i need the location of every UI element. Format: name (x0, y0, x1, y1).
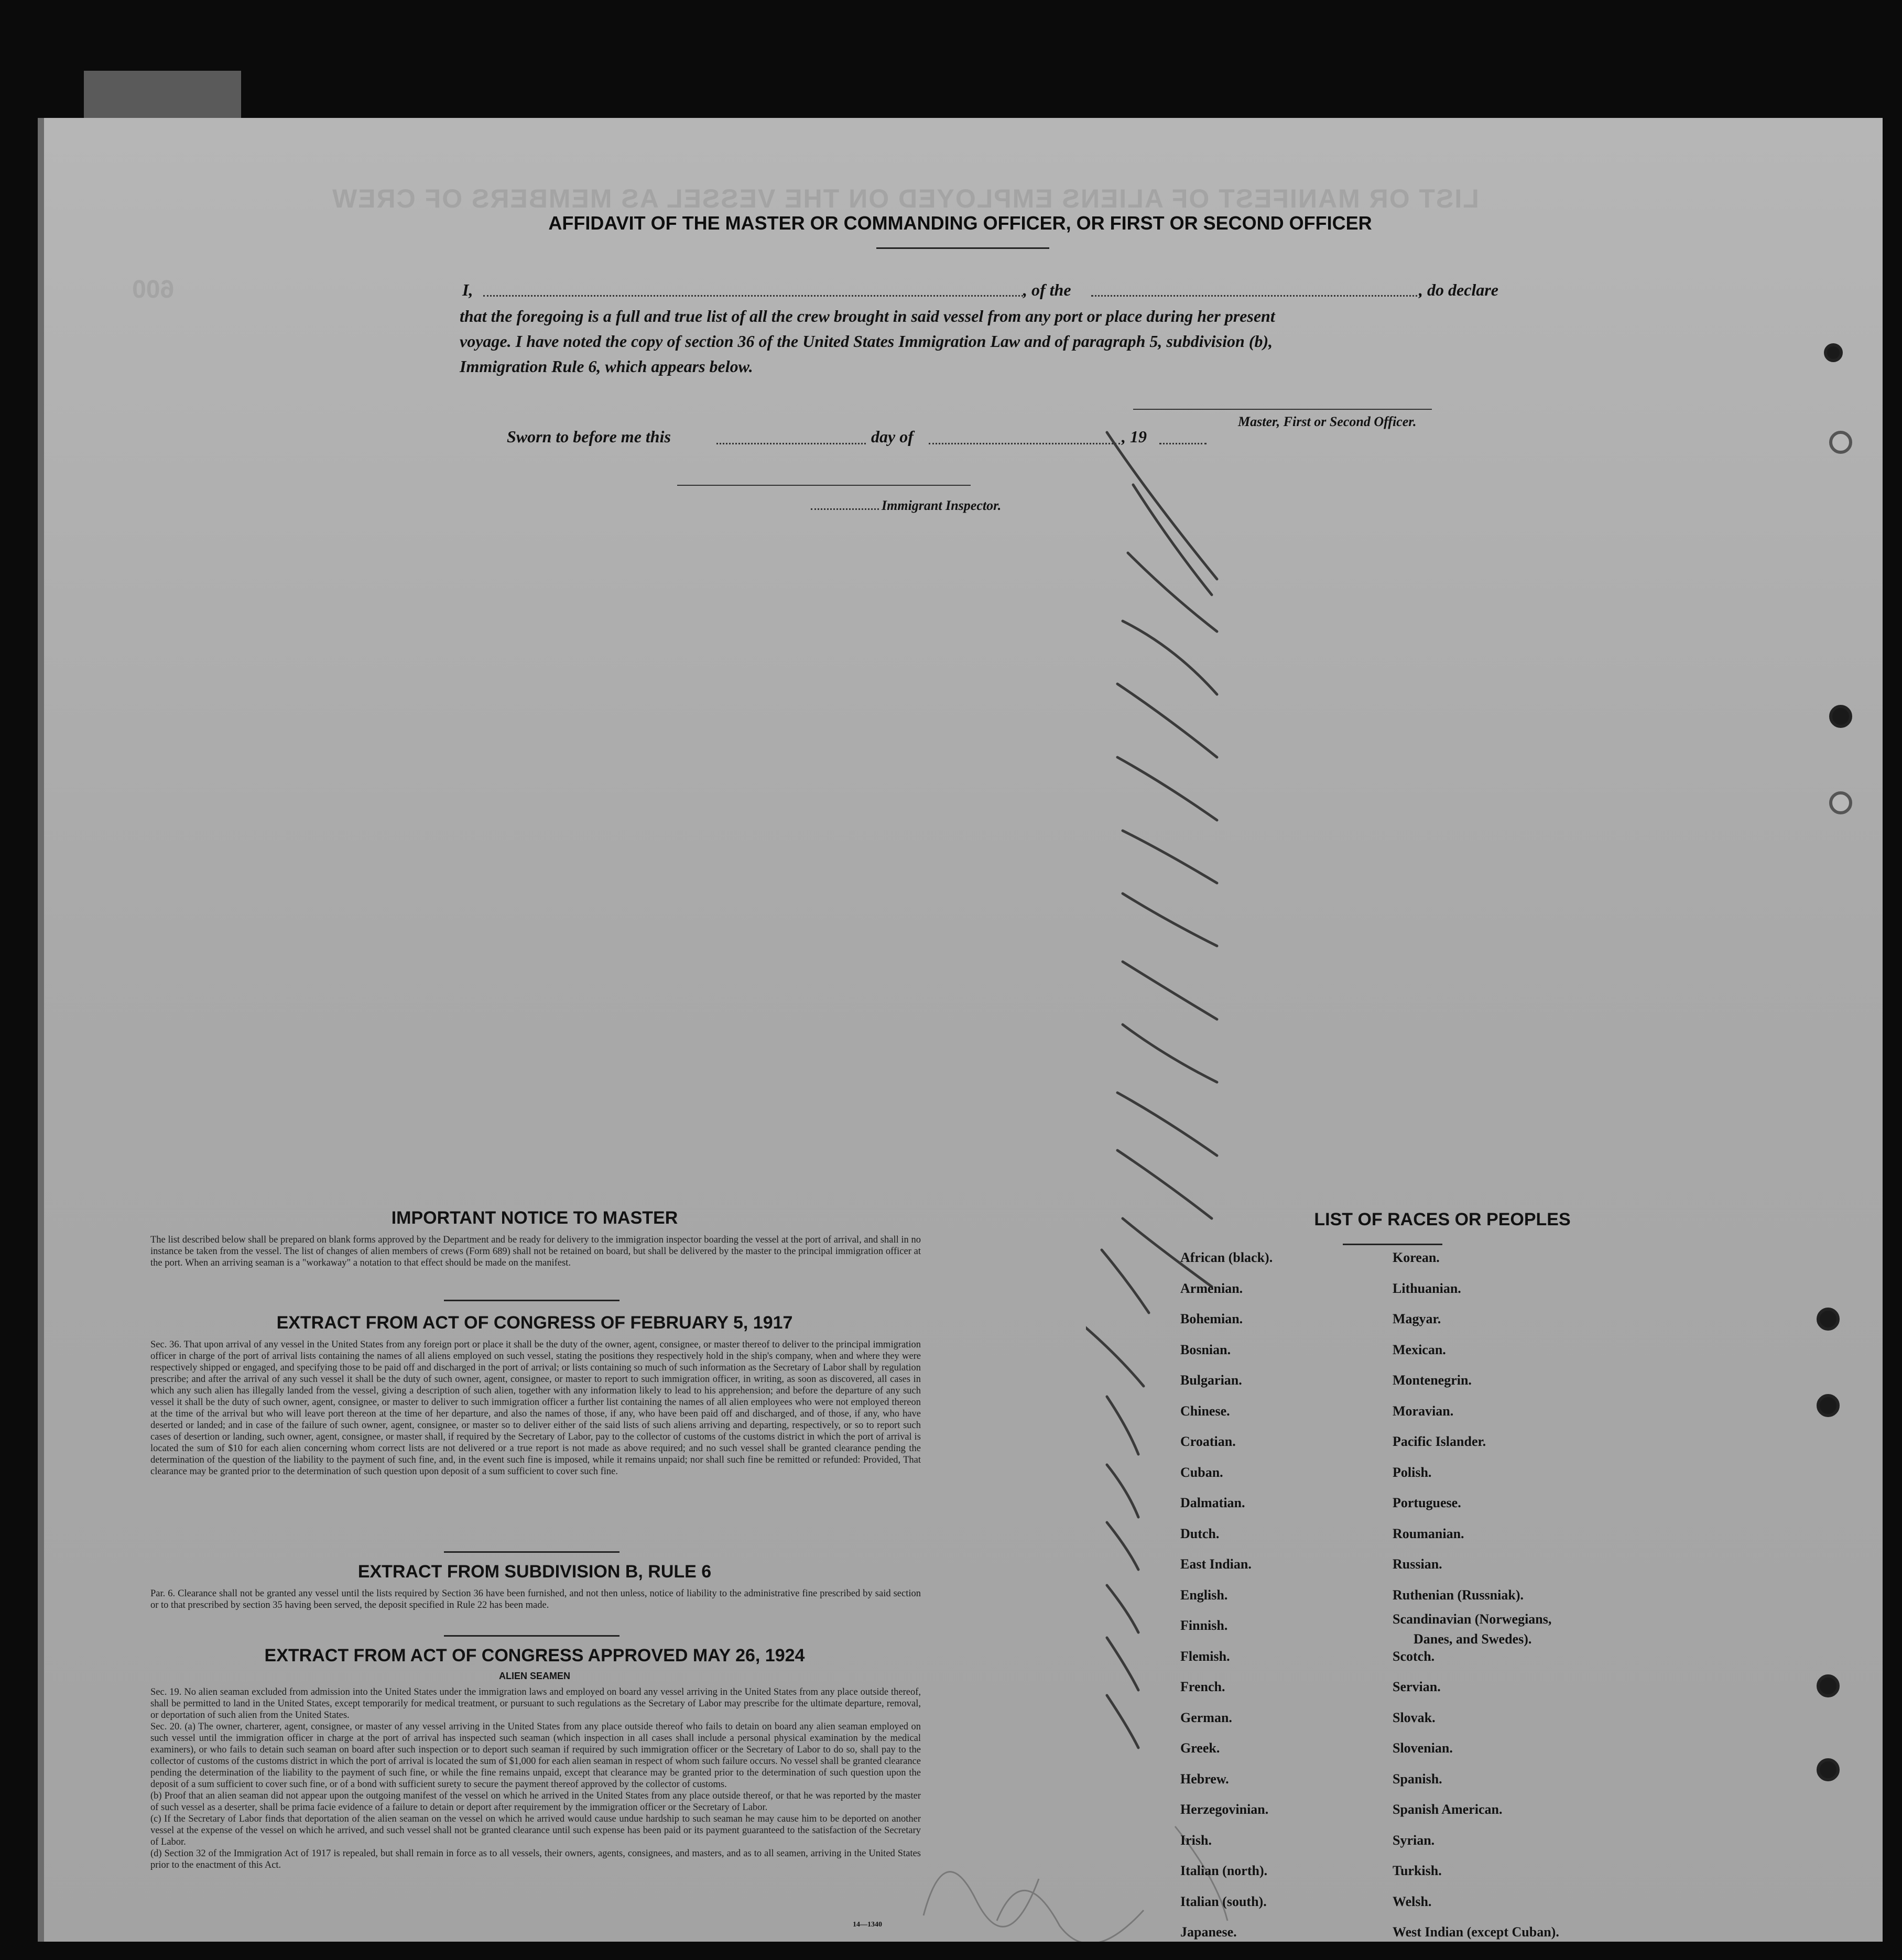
master-signature-label: Master, First or Second Officer. (1238, 414, 1417, 429)
race-item: Bosnian. (1180, 1342, 1231, 1357)
race-item: Flemish. (1180, 1648, 1230, 1664)
extract-1917-title: EXTRACT FROM ACT OF CONGRESS OF FEBRUARY 5, 1917 (276, 1313, 793, 1333)
race-item: German. (1180, 1709, 1232, 1725)
race-item: Hebrew. (1180, 1771, 1229, 1787)
race-item: East Indian. (1180, 1556, 1252, 1572)
inspector-label: Immigrant Inspector. (882, 498, 1002, 513)
race-item: Welsh. (1393, 1893, 1432, 1909)
form-number: 14—1340 (853, 1921, 882, 1929)
race-item: Russian. (1393, 1556, 1442, 1572)
races-title: LIST OF RACES OR PEOPLES (1314, 1210, 1571, 1229)
race-item: Servian. (1393, 1679, 1441, 1694)
year-label: , 19 (1122, 427, 1147, 446)
race-item: French. (1180, 1679, 1225, 1694)
race-item: Lithuanian. (1393, 1280, 1461, 1296)
affidavit-title: AFFIDAVIT OF THE MASTER OR COMMANDING OFFICER, OR FIRST OR SECOND OFFICER (548, 212, 1372, 234)
extract-1917-rule (444, 1551, 619, 1553)
race-item: Danes, and Swedes). (1414, 1631, 1532, 1647)
master-signature-line (1133, 409, 1432, 410)
race-item: Dalmatian. (1180, 1495, 1245, 1510)
extract-rule6-text: Par. 6. Clearance shall not be granted any vessel until the lists required by Section 36 have been furnished, and not then unless, notice of liability to the administrative fine prescribed by said section or to that prescribed by section 35 having been served, the deposit specified in Rule 22 has been made. (150, 1588, 921, 1610)
race-item: Spanish American. (1393, 1802, 1503, 1817)
race-item: Montenegrin. (1393, 1373, 1472, 1388)
race-item: Herzegovinian. (1180, 1802, 1269, 1817)
affidavit-name-line (483, 295, 1023, 297)
race-item: Dutch. (1180, 1526, 1220, 1541)
race-item: Japanese. (1180, 1924, 1237, 1940)
notice-rule (444, 1300, 619, 1301)
page-left-edge (38, 118, 44, 1942)
race-item: Chinese. (1180, 1403, 1230, 1419)
affidavit-i-label: I, (462, 280, 473, 299)
race-item: Polish. (1393, 1464, 1432, 1480)
race-item: Bulgarian. (1180, 1373, 1242, 1388)
affidavit-title-rule (876, 247, 1049, 249)
race-item: Croatian. (1180, 1434, 1236, 1449)
race-item: Slovak. (1393, 1709, 1436, 1725)
race-item: Portuguese. (1393, 1495, 1461, 1510)
race-item: African (black). (1180, 1250, 1273, 1265)
extract-1924-subtitle: ALIEN SEAMEN (498, 1671, 570, 1681)
race-item: Scandinavian (Norwegians, (1393, 1611, 1552, 1627)
binder-hole (1817, 1394, 1840, 1417)
sworn-label: Sworn to before me this (507, 427, 671, 446)
extract-rule6-title: EXTRACT FROM SUBDIVISION B, RULE 6 (357, 1562, 712, 1582)
race-item: Mexican. (1393, 1342, 1446, 1357)
race-item: Cuban. (1180, 1464, 1223, 1480)
binder-hole (1817, 1758, 1840, 1781)
race-item: Finnish. (1180, 1618, 1228, 1633)
binder-hole (1829, 705, 1852, 728)
race-item: Bohemian. (1180, 1311, 1243, 1326)
affidavit-line-1: that the foregoing is a full and true list of all the crew brought in said vessel from any port or place during her present (460, 307, 1275, 325)
extract-1924-text: Sec. 19. No alien seaman excluded from admission into the United States under the immigration laws and employed on board any vessel arriving in the United States from any place outside thereof, shall be permitted to land in the United States, except temporarily for medical treatment, or pursuant to such regulations as the Secretary of Labor may prescribe for the ultimate departure, removal, or deportation of such alien from the United States. Sec. 20. (a) The owner, charterer, agent, consignee, or master of any vessel arriving in the United States from any place outside thereof who fails to detain on board any alien seaman employed on such vessel until the immigration officer in charge at the port of arrival has inspected such seaman (which inspection in all cases shall include a personal physical examination by the medical examiners), or who fails to detain such seaman on board after such inspection or to deport such seaman if required by such immigration officer or the Secretary of Labor to do so, shall pay to the collector of customs of the customs district in which the port of arrival is located the sum of $1,000 for each alien seaman in respect of whom such failure occurs. No vessel shall be granted clearance pending the determination of the liability to the payment of such fine, or while the fine remains unpaid, except that clearance may be granted prior to the determination of such question upon the deposit of a sum sufficient to cover such fine, or of a bond with sufficient surety to secure the payment thereof approved by the collector of customs. (b) Proof that an alien seaman did not appear upon the outgoing manifest of the vessel on which he arrived in the United States from any place outside thereof, or that he was reported by the master of such vessel as a deserter, shall be prima facie evidence of a failure to detain or deport after requirement by the immigration officer or the Secretary of Labor. (c) If the Secretary of Labor finds that deportation of the alien seaman on the vessel on which he arrived would cause undue hardship to such seaman he may cause him to be deported on another vessel at the expense of the vessel on which he arrived, and such vessel shall not be granted clearance until such expense has been paid or its payment guaranteed to the satisfaction of the Secretary of Labor. (d) Section 32 of the Immigration Act of 1917 is repealed, but shall remain in force as to all vessels, their owners, agents, consignees, and masters, and as to all seamen, arriving in the United States prior to the enactment of this Act. (150, 1687, 921, 1870)
bleed-through-number: 600 (132, 276, 175, 303)
inspector-lead-line (811, 508, 879, 510)
race-item: Armenian. (1180, 1280, 1243, 1296)
race-item: Moravian. (1393, 1403, 1454, 1419)
notice-title: IMPORTANT NOTICE TO MASTER (391, 1208, 678, 1228)
binder-hole (1829, 431, 1852, 454)
extract-1924-title: EXTRACT FROM ACT OF CONGRESS APPROVED MAY 26, 1924 (264, 1646, 805, 1665)
race-item: Pacific Islander. (1393, 1434, 1486, 1449)
notice-text: The list described below shall be prepared on blank forms approved by the Department and be ready for delivery to the immigration inspector boarding the vessel at the port of arrival, and shall in no instance be taken from the vessel. The list of changes of alien members of crews (Form 689) shall not be retained on board, but shall be delivered by the master to the principal immigration officer at the port. When an arriving seaman is a "workaway" a notation to that effect should be made on the manifest. (150, 1235, 921, 1268)
race-item: Italian (south). (1180, 1893, 1267, 1909)
race-item: Syrian. (1393, 1832, 1435, 1848)
race-item: Ruthenian (Russniak). (1393, 1587, 1524, 1603)
race-item: Scotch. (1393, 1648, 1435, 1664)
race-item: Greek. (1180, 1740, 1220, 1756)
race-item: Slovenian. (1393, 1740, 1453, 1756)
affidavit-of-the: , of the (1023, 280, 1071, 299)
sworn-date-line (716, 443, 866, 444)
affidavit-line-2: voyage. I have noted the copy of section 36 of the United States Immigration Law and of paragraph 5, subdivision (b), (460, 332, 1273, 351)
affidavit-vessel-line (1091, 295, 1421, 297)
race-item: Spanish. (1393, 1771, 1442, 1787)
binder-hole (1824, 343, 1843, 362)
races-title-rule (1343, 1244, 1442, 1245)
affidavit-do-declare: , do declare (1419, 280, 1498, 299)
race-item: Roumanian. (1393, 1526, 1464, 1541)
extract-rule6-rule (444, 1635, 619, 1637)
extract-1917-text: Sec. 36. That upon arrival of any vessel in the United States from any foreign port or place it shall be the duty of the owner, agent, consignee, or master thereof to deliver to the principal immigration officer in charge of the port of arrival lists containing the names of all aliens employed on such vessel, stating the positions they respectively hold in the ship's company, when and where they were respectively shipped or engaged, and specifying those to be paid off and discharged in the port of arrival; or lists containing so much of such information as the Secretary of Labor shall by regulation prescribe; and after the arrival of any such vessel it shall be the duty of such owner, agent, consignee, or master to report to such immigration officer, in writing, as soon as discovered, all cases in which any such alien has illegally landed from the vessel, giving a description of such alien, together with any information likely to lead to his apprehension; and before the departure of any such vessel it shall be the duty of such owner, agent, consignee, or master to deliver to such immigration officer a further list containing the names of all alien employees who were not employed thereon at the time of the arrival but who will leave port thereon at the time of her departure, and also the names of those, if any, who have been paid off and discharged, and of those, if any, who have deserted or landed; and in case of the failure of such owner, agent, consignee, or master so to deliver either of the said lists of such aliens arriving and departing, respectively, or so to report such cases of desertion or landing, such owner, agent, consignee, or master shall, if required by the Secretary of Labor, pay to the collector of customs of the customs district in which the port of arrival is located the sum of $10 for each alien concerning whom correct lists are not delivered or a true report is not made as above required; and no such vessel shall be granted clearance pending the determination of the question of the liability to the payment of such fine, and, in the event such fine is imposed, while it remains unpaid; nor shall such fine be remitted or refunded: Provided, That clearance may be granted prior to the determination of such question upon deposit of a sum sufficient to cover such fine. (150, 1340, 921, 1477)
bleed-through-header: LIST OR MANIFEST OF ALIENS EMPLOYED ON THE VESSEL AS MEMBERS OF CREW (331, 184, 1479, 213)
race-item: Korean. (1393, 1250, 1440, 1265)
race-item: West Indian (except Cuban). (1393, 1924, 1559, 1940)
race-item: Magyar. (1393, 1311, 1441, 1326)
binder-hole (1829, 791, 1852, 814)
race-item: Italian (north). (1180, 1863, 1268, 1878)
affidavit-line-3: Immigration Rule 6, which appears below. (460, 357, 753, 376)
race-item: Turkish. (1393, 1863, 1442, 1878)
race-item: Irish. (1180, 1832, 1212, 1848)
binder-hole (1817, 1308, 1840, 1331)
inspector-signature-line (677, 485, 971, 486)
binder-hole (1817, 1674, 1840, 1697)
day-of-label: day of (871, 427, 914, 446)
race-item: English. (1180, 1587, 1228, 1603)
manifest-back-page (38, 118, 1883, 1942)
